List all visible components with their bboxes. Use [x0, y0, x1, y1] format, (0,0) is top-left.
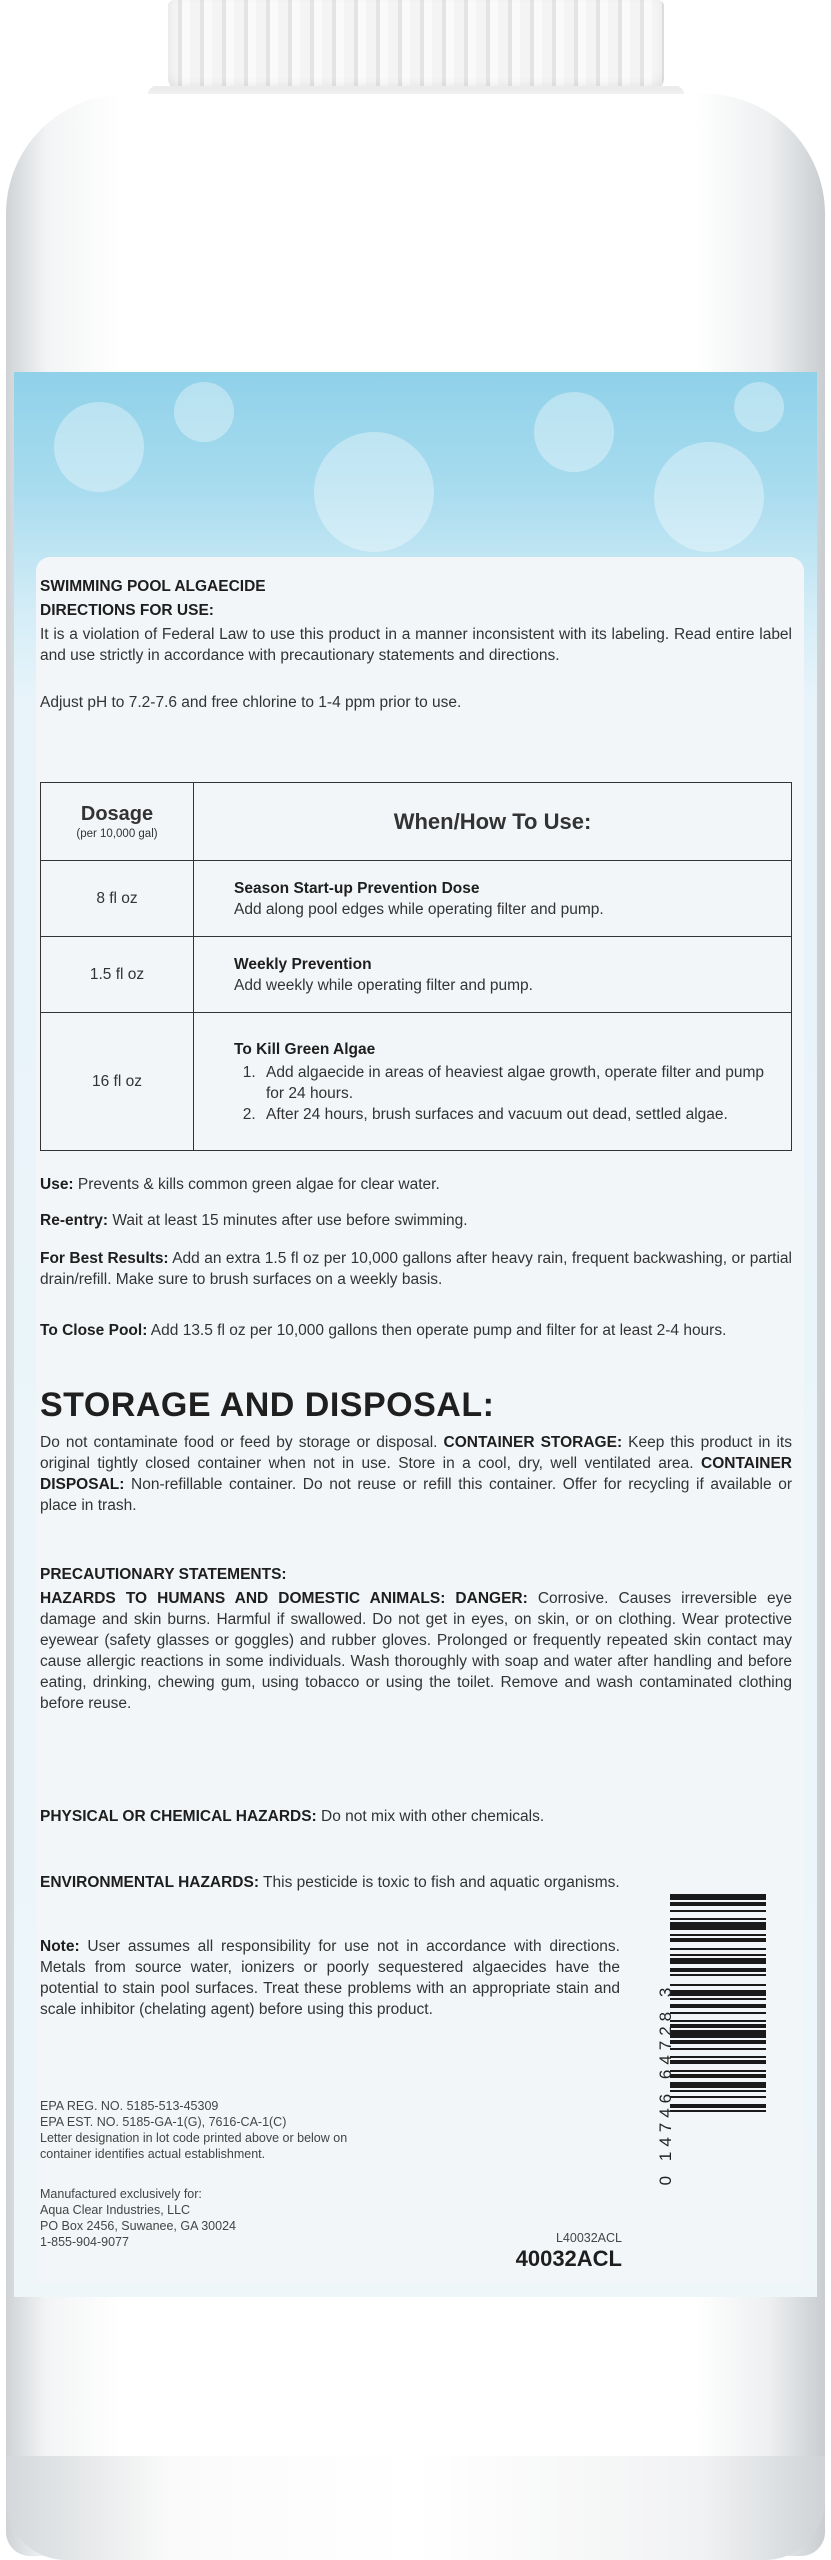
- instruction-cell: [194, 1013, 792, 1151]
- storage-text-part: Do not contaminate food or feed by storage or disposal.: [40, 1434, 444, 1451]
- adjust-ph-instruction: Adjust pH to 7.2-7.6 and free chlorine to 1-4 ppm prior to use.: [40, 694, 462, 711]
- note-text: User assumes all responsibility for use not in accordance with directions. Metals from source water, ionizers or poorly sequestered algaecides have the potential to stain pool surfaces. Treat these problems with an appropriate stain and scale inhibitor (chelating agent) before using this product.: [40, 1938, 620, 2018]
- barcode-bar: [670, 1894, 766, 1900]
- company-phone: 1-855-904-9077: [40, 2235, 129, 2249]
- best-results-statement: [40, 1248, 792, 1290]
- storage-disposal-text: [40, 1432, 792, 1516]
- barcode-bar: [670, 1984, 766, 1986]
- barcode-bar: [670, 2030, 766, 2038]
- dosage-cell: 16 fl oz: [41, 1013, 194, 1151]
- dosage-column-header: [41, 783, 194, 861]
- epa-establishment: EPA EST. NO. 5185-GA-1(G), 7616-CA-1(C): [40, 2115, 287, 2129]
- bottle-cap: [168, 0, 664, 92]
- barcode-bar: [670, 2020, 766, 2022]
- dosage-cell: 8 fl oz: [41, 861, 194, 937]
- barcode-bar: [670, 1974, 766, 1976]
- federal-law-statement: It is a violation of Federal Law to use this product in a manner inconsistent with its labeling. Read entire label and use strictly in accordance with precautionary statements and directions.: [40, 626, 792, 664]
- instruction-cell: [194, 937, 792, 1013]
- barcode-bar: [670, 2096, 766, 2098]
- barcode-bar: [670, 2012, 766, 2014]
- hazards-humans-animals: [40, 1588, 792, 1714]
- bubble-decoration: [314, 432, 434, 552]
- upc-barcode: [640, 1888, 790, 2280]
- instruction-title: Weekly Prevention: [234, 955, 372, 973]
- instruction-text: Add along pool edges while operating filter and pump.: [234, 900, 604, 918]
- use-statement: [40, 1174, 792, 1195]
- container-storage-label: CONTAINER STORAGE:: [443, 1434, 623, 1451]
- physical-chemical-hazards: [40, 1806, 620, 1827]
- instruction-title: To Kill Green Algae: [234, 1040, 376, 1058]
- storage-text-part: Keep this product in its original tightly closed container when not in use. Store in a cool, dry, well ventilated area.: [40, 1434, 792, 1472]
- barcode-bar: [670, 2056, 766, 2058]
- storage-text-part: Non-refillable container. Do not reuse or refill this container. Offer for recycling if available or place in trash.: [40, 1476, 792, 1514]
- table-row: [41, 937, 792, 1013]
- table-row: [41, 1013, 792, 1151]
- barcode-bar: [670, 2110, 766, 2112]
- table-row: [41, 861, 792, 937]
- bubble-decoration: [54, 402, 144, 492]
- dosage-cell: 1.5 fl oz: [41, 937, 194, 1013]
- note-statement: [40, 1936, 620, 2020]
- physical-hazards-text: Do not mix with other chemicals.: [316, 1808, 545, 1825]
- instruction-cell: [194, 861, 792, 937]
- note-label: Note:: [40, 1938, 80, 1955]
- barcode-bar: [670, 2004, 766, 2008]
- physical-hazards-label: PHYSICAL OR CHEMICAL HAZARDS:: [40, 1808, 317, 1825]
- barcode-bar: [670, 2060, 766, 2064]
- lot-code-large: 40032ACL: [515, 2246, 622, 2271]
- barcode-bar: [670, 2048, 766, 2050]
- when-how-column-header: When/How To Use:: [194, 783, 792, 861]
- barcode-bar: [670, 1910, 766, 1912]
- bubble-decoration: [174, 382, 234, 442]
- barcode-digits: 0 14746 64728 3: [656, 1982, 675, 2186]
- letter-designation-note: Letter designation in lot code printed above or below on container identifies actual establishment.: [40, 2131, 348, 2161]
- close-pool-label: To Close Pool:: [40, 1322, 148, 1339]
- bubble-decoration: [654, 442, 764, 552]
- barcode-bar: [670, 1922, 766, 1930]
- use-text: Prevents & kills common green algae for clear water.: [73, 1176, 440, 1193]
- company-name: Aqua Clear Industries, LLC: [40, 2203, 191, 2217]
- hazards-text: Corrosive. Causes irreversible eye damage and skin burns. Harmful if swallowed. Do not get in eyes, on skin, or on clothing. Wear protective eyewear (safety glasses or goggles) and rubber gloves. Prolonged or frequently repeated skin contact may cause allergic reactions in some individuals. Wash thoroughly with soap and water after handling and before eating, drinking, chewing gum, using tobacco or using the toilet. Remove and wash contaminated clothing before reuse.: [40, 1590, 792, 1712]
- directions-heading: DIRECTIONS FOR USE:: [40, 602, 214, 619]
- instruction-step: 2. After 24 hours, brush surfaces and vacuum out dead, settled algae.: [260, 1104, 777, 1125]
- close-pool-text: Add 13.5 fl oz per 10,000 gallons then operate pump and filter for at least 2-4 hours.: [147, 1322, 727, 1339]
- barcode-bar: [670, 1902, 766, 1906]
- barcode-bar: [670, 1968, 766, 1972]
- container-disposal-label: CONTAINER DISPOSAL:: [40, 1455, 792, 1493]
- barcode-bar: [670, 1934, 766, 1936]
- bubble-decoration: [734, 382, 784, 432]
- barcode-bar: [670, 2082, 766, 2088]
- environmental-hazards-text: This pesticide is toxic to fish and aquatic organisms.: [259, 1874, 620, 1891]
- instruction-steps: [234, 1062, 777, 1125]
- barcode-bar: [670, 1938, 766, 1942]
- barcode-bar: [670, 1918, 766, 1920]
- use-label: Use:: [40, 1176, 74, 1193]
- precautionary-heading: PRECAUTIONARY STATEMENTS:: [40, 1566, 287, 1583]
- barcode-bar: [670, 1954, 766, 1956]
- barcode-bar: [670, 2070, 766, 2072]
- barcode-bar: [670, 1948, 766, 1950]
- company-address: PO Box 2456, Suwanee, GA 30024: [40, 2219, 236, 2233]
- environmental-hazards-label: ENVIRONMENTAL HAZARDS:: [40, 1874, 260, 1891]
- dosage-header-unit: (per 10,000 gal): [76, 828, 158, 840]
- reentry-label: Re-entry:: [40, 1212, 109, 1229]
- reentry-text: Wait at least 15 minutes after use before swimming.: [108, 1212, 468, 1229]
- instruction-text: Add weekly while operating filter and pump.: [234, 976, 533, 994]
- epa-registration: EPA REG. NO. 5185-513-45309: [40, 2099, 219, 2113]
- best-results-label: For Best Results:: [40, 1250, 169, 1267]
- instruction-title: Season Start-up Prevention Dose: [234, 879, 480, 897]
- barcode-bar: [670, 2104, 766, 2108]
- bubble-decoration: [534, 392, 614, 472]
- product-name: SWIMMING POOL ALGAECIDE: [40, 578, 266, 595]
- barcode-bar: [670, 1990, 766, 1996]
- dosage-table: [40, 782, 792, 1151]
- best-results-text: Add an extra 1.5 fl oz per 10,000 gallons after heavy rain, frequent backwashing, or partial drain/refill. Make sure to brush surfaces on a weekly basis.: [40, 1250, 792, 1288]
- lot-code-small: L40032ACL: [555, 2231, 622, 2245]
- barcode-bar: [670, 2040, 766, 2044]
- barcode-bar: [670, 2074, 766, 2078]
- bottle-base: [6, 2456, 825, 2560]
- environmental-hazards: [40, 1872, 620, 1893]
- barcode-bar: [670, 2024, 766, 2028]
- barcode-bar: [670, 1998, 766, 2000]
- barcode-bar: [670, 1958, 766, 1964]
- hazards-label: HAZARDS TO HUMANS AND DOMESTIC ANIMALS: DANGER:: [40, 1590, 528, 1607]
- reentry-statement: [40, 1210, 792, 1231]
- dosage-header-text: Dosage: [80, 803, 154, 825]
- barcode-bar: [670, 2090, 766, 2092]
- close-pool-statement: [40, 1320, 792, 1341]
- storage-disposal-heading: STORAGE AND DISPOSAL:: [40, 1386, 495, 1424]
- instruction-step: 1. Add algaecide in areas of heaviest algae growth, operate filter and pump for 24 hours.: [260, 1062, 777, 1104]
- manufactured-for: Manufactured exclusively for:: [40, 2187, 202, 2201]
